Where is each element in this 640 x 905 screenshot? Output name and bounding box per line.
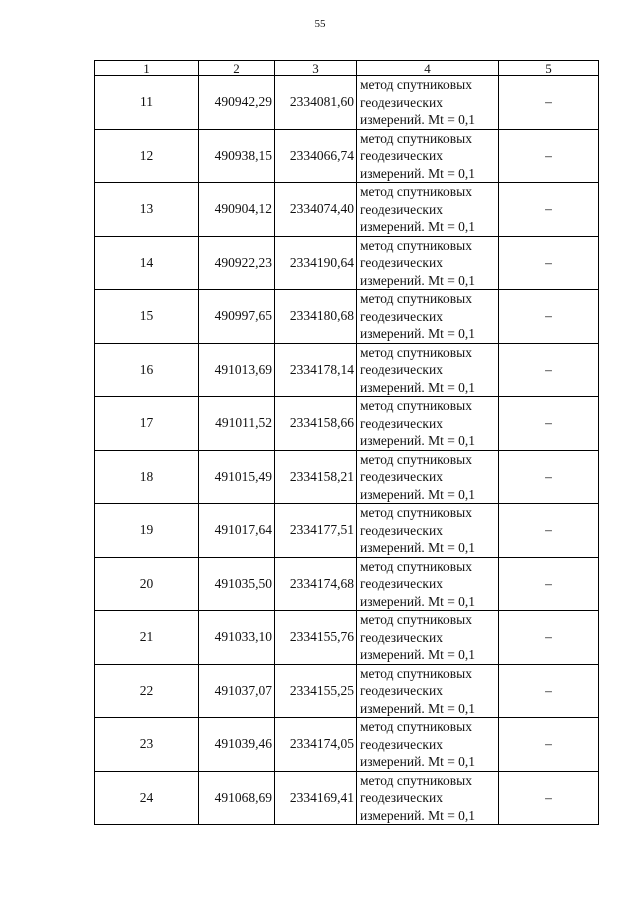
y-coordinate-cell: 2334174,05: [275, 718, 357, 772]
page-number: 55: [314, 18, 326, 30]
method-cell: [357, 183, 499, 237]
method-line: метод спутниковых: [360, 130, 472, 146]
method-line: метод спутниковых: [360, 398, 472, 413]
y-coordinate-cell: 2334081,60: [275, 76, 357, 130]
y-coordinate-cell: 2334074,40: [275, 183, 357, 237]
y-coordinate-cell: 2334177,51: [275, 504, 357, 558]
method-line: геодезических: [360, 469, 443, 484]
method-line: геодезических: [360, 148, 443, 163]
note-cell: –: [499, 557, 599, 611]
y-coordinate-cell: 2334178,14: [275, 343, 357, 397]
method-line: метод спутниковых: [360, 344, 472, 360]
y-coordinate-cell: 2334174,68: [275, 557, 357, 611]
method-line: метод спутниковых: [360, 772, 472, 788]
table-row: [95, 343, 599, 397]
table-row: [95, 771, 599, 825]
point-number-cell: 20: [95, 557, 199, 611]
point-number-cell: 15: [95, 290, 199, 344]
method-line: геодезических: [360, 94, 443, 110]
x-coordinate-cell: 491033,10: [199, 611, 275, 665]
method-cell: [357, 129, 499, 183]
table-row: [95, 236, 599, 290]
table-row: [95, 290, 599, 344]
table-row: [95, 397, 599, 451]
method-cell: [357, 557, 499, 611]
note-cell: –: [499, 236, 599, 290]
method-cell: [357, 236, 499, 290]
x-coordinate-cell: 491039,46: [199, 718, 275, 772]
note-cell: –: [499, 718, 599, 772]
header-cell: 1: [95, 61, 199, 76]
method-line: измерений. Mt = 0,1: [360, 379, 476, 395]
table-row: [95, 611, 599, 665]
x-coordinate-cell: 491037,07: [199, 664, 275, 718]
x-coordinate-cell: 490922,23: [199, 236, 275, 290]
x-coordinate-cell: 491013,69: [199, 343, 275, 397]
point-number-cell: 12: [95, 129, 199, 183]
method-line: метод спутниковых: [360, 451, 472, 467]
method-line: метод спутниковых: [360, 184, 472, 199]
point-number-cell: 24: [95, 771, 199, 825]
method-cell: [357, 343, 499, 397]
method-line: измерений. Mt = 0,1: [360, 593, 476, 609]
method-line: измерений. Mt = 0,1: [360, 112, 476, 127]
point-number-cell: 16: [95, 343, 199, 397]
note-cell: –: [499, 183, 599, 237]
x-coordinate-cell: 490938,15: [199, 129, 275, 183]
y-coordinate-cell: 2334180,68: [275, 290, 357, 344]
method-line: геодезических: [360, 576, 443, 591]
method-line: измерений. Mt = 0,1: [360, 219, 476, 234]
header-cell: 4: [357, 61, 499, 76]
method-line: метод спутниковых: [360, 612, 472, 627]
x-coordinate-cell: 491068,69: [199, 771, 275, 825]
method-line: метод спутниковых: [360, 665, 472, 681]
point-number-cell: 11: [95, 76, 199, 130]
method-line: геодезических: [360, 201, 443, 217]
table-row: [95, 718, 599, 772]
x-coordinate-cell: 491017,64: [199, 504, 275, 558]
method-line: геодезических: [360, 683, 443, 698]
method-cell: [357, 76, 499, 130]
method-line: геодезических: [360, 415, 443, 431]
x-coordinate-cell: 491011,52: [199, 397, 275, 451]
point-number-cell: 21: [95, 611, 199, 665]
table-row: [95, 183, 599, 237]
method-line: метод спутниковых: [360, 558, 472, 574]
method-cell: [357, 611, 499, 665]
point-number-cell: 14: [95, 236, 199, 290]
note-cell: –: [499, 397, 599, 451]
method-line: измерений. Mt = 0,1: [360, 700, 476, 716]
point-number-cell: 18: [95, 450, 199, 504]
note-cell: –: [499, 664, 599, 718]
point-number-cell: 19: [95, 504, 199, 558]
method-line: измерений. Mt = 0,1: [360, 272, 476, 288]
table-row: [95, 450, 599, 504]
note-cell: –: [499, 504, 599, 558]
table-row: [95, 76, 599, 130]
y-coordinate-cell: 2334158,21: [275, 450, 357, 504]
note-cell: –: [499, 343, 599, 397]
method-line: геодезических: [360, 308, 443, 324]
method-line: геодезических: [360, 736, 443, 752]
method-line: геодезических: [360, 522, 443, 538]
table-header-row: [95, 61, 599, 76]
method-line: геодезических: [360, 255, 443, 270]
method-line: метод спутниковых: [360, 505, 472, 520]
point-number-cell: 17: [95, 397, 199, 451]
method-line: метод спутниковых: [360, 719, 472, 734]
method-line: геодезических: [360, 790, 443, 805]
note-cell: –: [499, 129, 599, 183]
note-cell: –: [499, 76, 599, 130]
y-coordinate-cell: 2334066,74: [275, 129, 357, 183]
method-line: измерений. Mt = 0,1: [360, 165, 476, 181]
method-cell: [357, 397, 499, 451]
note-cell: –: [499, 771, 599, 825]
method-line: метод спутниковых: [360, 237, 472, 253]
x-coordinate-cell: 491015,49: [199, 450, 275, 504]
x-coordinate-cell: 491035,50: [199, 557, 275, 611]
table-row: [95, 557, 599, 611]
header-cell: 5: [499, 61, 599, 76]
table-row: [95, 129, 599, 183]
note-cell: –: [499, 611, 599, 665]
y-coordinate-cell: 2334158,66: [275, 397, 357, 451]
header-cell: 3: [275, 61, 357, 76]
table-row: [95, 664, 599, 718]
method-line: измерений. Mt = 0,1: [360, 540, 476, 555]
method-line: метод спутниковых: [360, 291, 472, 306]
point-number-cell: 23: [95, 718, 199, 772]
method-line: измерений. Mt = 0,1: [360, 754, 476, 769]
method-line: измерений. Mt = 0,1: [360, 647, 476, 662]
method-cell: [357, 450, 499, 504]
y-coordinate-cell: 2334155,76: [275, 611, 357, 665]
note-cell: –: [499, 290, 599, 344]
x-coordinate-cell: 490942,29: [199, 76, 275, 130]
table-row: [95, 504, 599, 558]
point-number-cell: 13: [95, 183, 199, 237]
y-coordinate-cell: 2334169,41: [275, 771, 357, 825]
point-number-cell: 22: [95, 664, 199, 718]
method-cell: [357, 664, 499, 718]
method-line: измерений. Mt = 0,1: [360, 486, 476, 502]
x-coordinate-cell: 490997,65: [199, 290, 275, 344]
method-line: геодезических: [360, 629, 443, 645]
method-cell: [357, 504, 499, 558]
method-cell: [357, 718, 499, 772]
y-coordinate-cell: 2334190,64: [275, 236, 357, 290]
method-cell: [357, 771, 499, 825]
method-line: геодезических: [360, 362, 443, 377]
note-cell: –: [499, 450, 599, 504]
method-line: метод спутниковых: [360, 77, 472, 92]
coordinates-table: [94, 60, 599, 825]
header-cell: 2: [199, 61, 275, 76]
x-coordinate-cell: 490904,12: [199, 183, 275, 237]
method-line: измерений. Mt = 0,1: [360, 326, 476, 341]
y-coordinate-cell: 2334155,25: [275, 664, 357, 718]
method-cell: [357, 290, 499, 344]
method-line: измерений. Mt = 0,1: [360, 807, 476, 823]
method-line: измерений. Mt = 0,1: [360, 433, 476, 448]
